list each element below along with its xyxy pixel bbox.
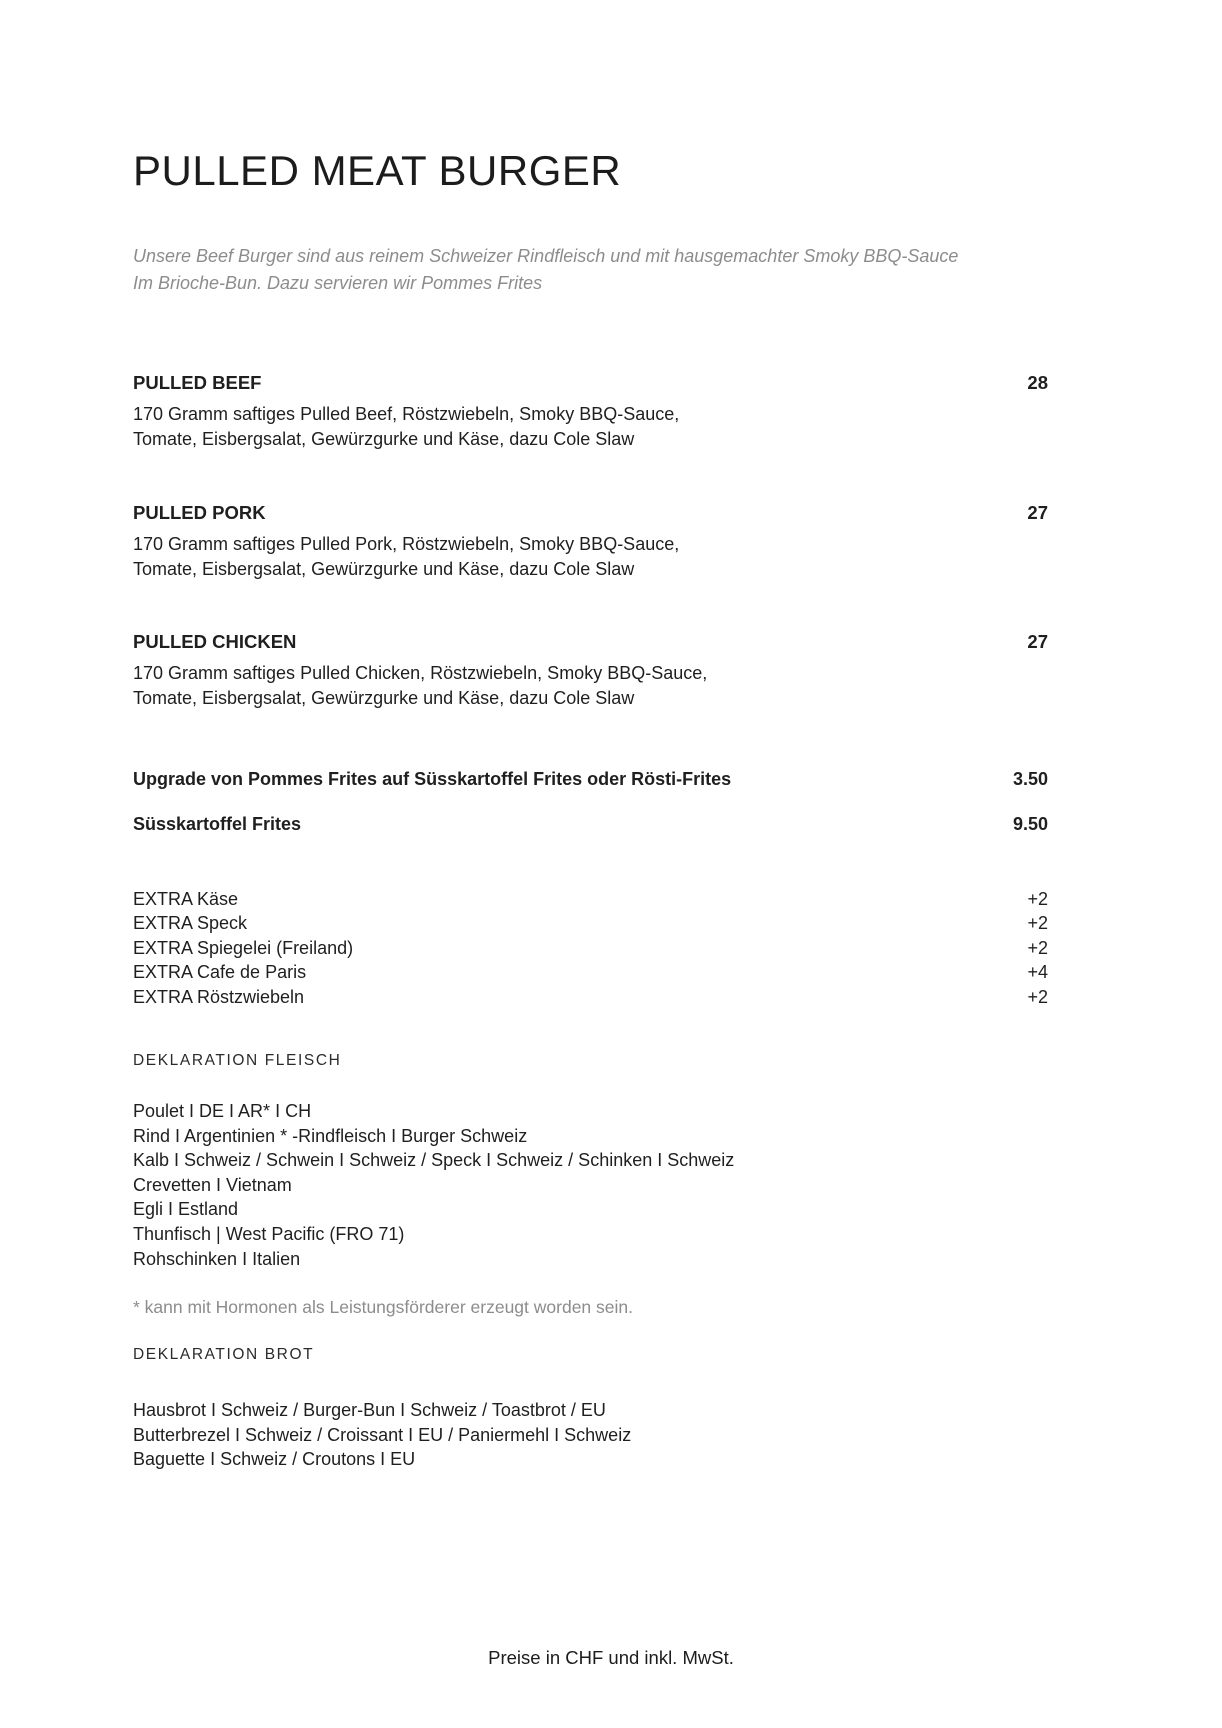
intro-line-1: Unsere Beef Burger sind aus reinem Schweizer Rindfleisch und mit hausgemachter Smoky BBQ-Sauce: [133, 246, 959, 266]
item-description-line-2: Tomate, Eisbergsalat, Gewürzgurke und Käse, dazu Cole Slaw: [133, 558, 635, 579]
extra-price: +2: [1027, 889, 1048, 909]
item-price: 27: [1027, 631, 1048, 652]
declaration-line-crevetten: Crevetten I Vietnam: [133, 1174, 292, 1195]
item-price: 27: [1027, 502, 1048, 523]
extra-price: +2: [1027, 913, 1048, 934]
extra-label: EXTRA Röstzwiebeln: [133, 986, 305, 1007]
intro-text: [133, 243, 1048, 297]
declaration-line-baguette: Baguette I Schweiz / Croutons I EU: [133, 1449, 416, 1470]
item-header-row: [133, 501, 1048, 525]
hormone-footnote: * kann mit Hormonen als Leistungsförderer erzeugt worden sein.: [133, 1297, 633, 1317]
extra-label: EXTRA Cafe de Paris: [133, 962, 307, 983]
extra-row-spiegelei: [133, 936, 1048, 960]
declaration-line-rind: Rind I Argentinien * -Rindfleisch I Burger Schweiz: [133, 1125, 528, 1146]
price-note-footer: Preise in CHF und inkl. MwSt.: [488, 1647, 734, 1668]
declaration-line-rohschinken: Rohschinken I Italien: [133, 1248, 301, 1269]
item-header-row: [133, 371, 1048, 395]
extra-price: +2: [1027, 937, 1048, 958]
addon-price: 9.50: [1012, 814, 1048, 834]
extra-row-roestzwiebeln: [133, 985, 1048, 1009]
item-description-line-2: Tomate, Eisbergsalat, Gewürzgurke und Käse, dazu Cole Slaw: [133, 687, 635, 708]
extra-label: EXTRA Spiegelei (Freiland): [133, 937, 354, 958]
item-description: [133, 532, 1048, 581]
extra-label: EXTRA Speck: [133, 913, 248, 934]
menu-item-pulled-beef: [133, 371, 1048, 451]
item-description-line-1: 170 Gramm saftiges Pulled Chicken, Röstzwiebeln, Smoky BBQ-Sauce,: [133, 663, 708, 683]
declaration-fleisch-list: [133, 1099, 1048, 1271]
item-name: PULLED BEEF: [133, 372, 262, 393]
extra-row-cafe-de-paris: [133, 960, 1048, 984]
extra-price: +2: [1027, 986, 1048, 1007]
menu-item-pulled-chicken: [133, 630, 1048, 710]
extra-label: EXTRA Käse: [133, 889, 239, 909]
addon-upgrade-frites-row: [133, 768, 1048, 790]
page-title: PULLED MEAT BURGER: [133, 147, 622, 194]
extras-list: [133, 887, 1048, 1009]
addon-label: Upgrade von Pommes Frites auf Süsskartoffel Frites oder Rösti-Frites: [133, 769, 732, 789]
declaration-brot-list: [133, 1398, 1048, 1472]
addon-label: Süsskartoffel Frites: [133, 814, 302, 834]
addon-suesskartoffel-frites-row: [133, 813, 1048, 835]
declaration-fleisch-heading: DEKLARATION FLEISCH: [133, 1052, 342, 1069]
item-description-line-1: 170 Gramm saftiges Pulled Beef, Röstzwiebeln, Smoky BBQ-Sauce,: [133, 404, 680, 424]
extra-price: +4: [1027, 962, 1048, 983]
item-description-line-2: Tomate, Eisbergsalat, Gewürzgurke und Käse, dazu Cole Slaw: [133, 428, 635, 449]
addon-price: 3.50: [1012, 769, 1048, 789]
declaration-line-thunfisch: Thunfisch | West Pacific (FRO 71): [133, 1223, 405, 1244]
declaration-line-hausbrot: Hausbrot I Schweiz / Burger-Bun I Schweiz / Toastbrot / EU: [133, 1400, 606, 1420]
item-description: [133, 661, 1048, 710]
declaration-line-poulet: Poulet I DE I AR* I CH: [133, 1101, 312, 1121]
item-name: PULLED CHICKEN: [133, 631, 297, 652]
menu-item-pulled-pork: [133, 501, 1048, 581]
item-description-line-1: 170 Gramm saftiges Pulled Pork, Röstzwiebeln, Smoky BBQ-Sauce,: [133, 534, 680, 554]
declaration-line-egli: Egli I Estland: [133, 1199, 239, 1220]
extra-row-speck: [133, 911, 1048, 935]
item-description: [133, 402, 1048, 451]
item-header-row: [133, 630, 1048, 654]
declaration-line-butterbrezel: Butterbrezel I Schweiz / Croissant I EU / Paniermehl I Schweiz: [133, 1424, 632, 1445]
item-price: 28: [1027, 372, 1048, 393]
item-name: PULLED PORK: [133, 502, 266, 523]
intro-line-2: Im Brioche-Bun. Dazu servieren wir Pommes Frites: [133, 273, 543, 293]
extra-row-kaese: [133, 887, 1048, 911]
declaration-brot-heading: DEKLARATION BROT: [133, 1346, 315, 1363]
declaration-line-kalb-schwein-speck-schinken: Kalb I Schweiz / Schwein I Schweiz / Speck I Schweiz / Schinken I Schweiz: [133, 1150, 735, 1171]
